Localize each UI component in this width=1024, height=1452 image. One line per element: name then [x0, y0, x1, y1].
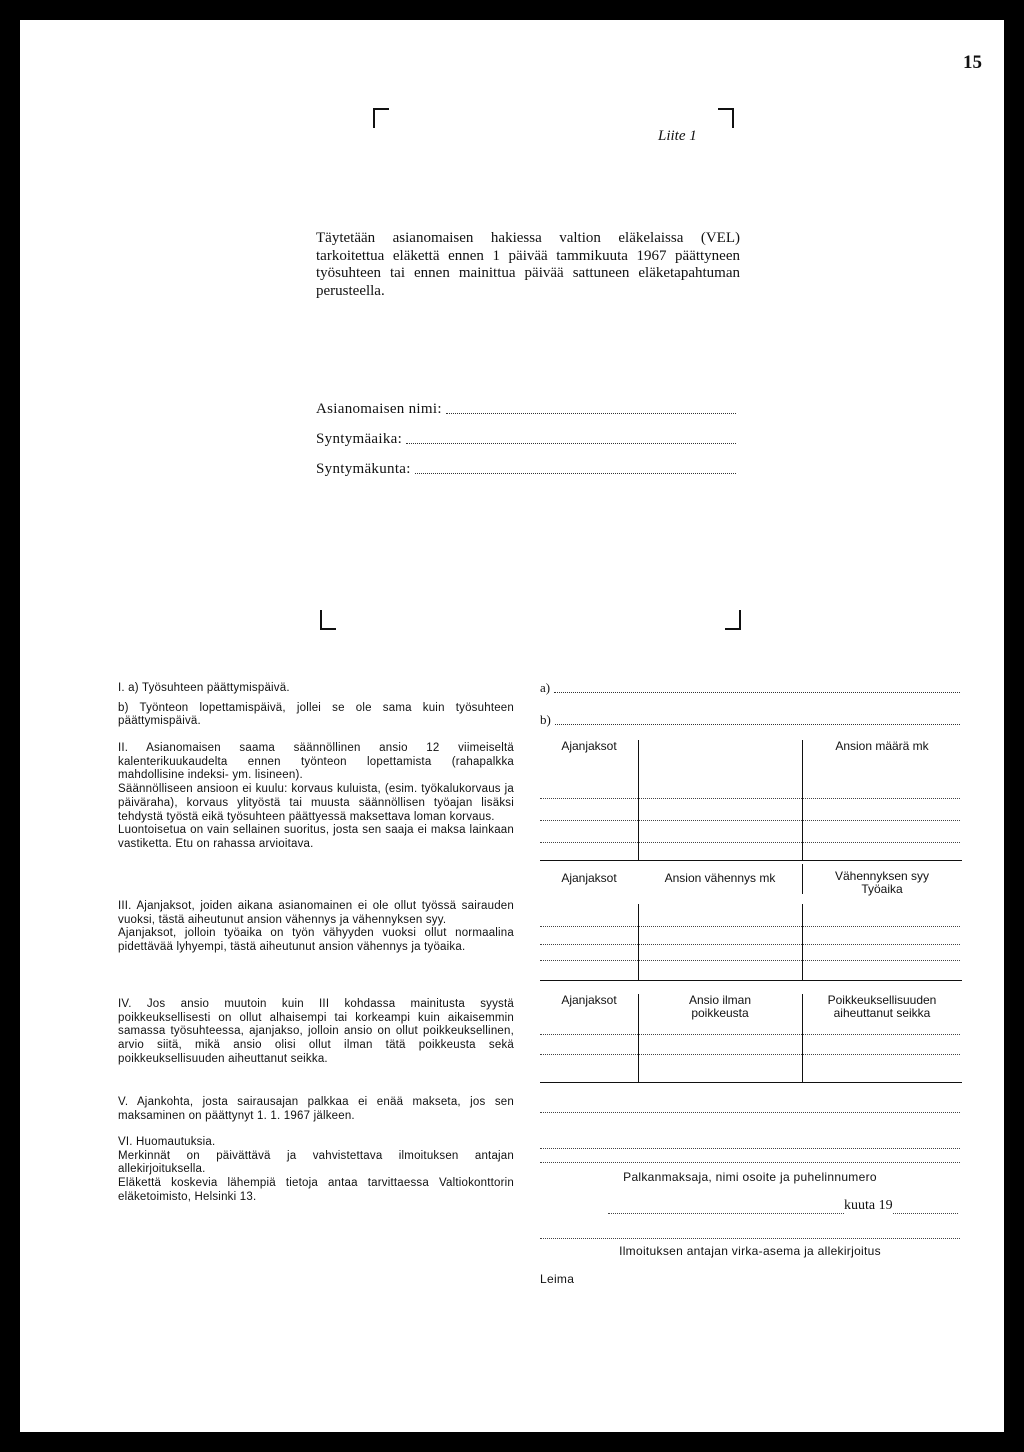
date-field[interactable]: kuuta 19 [608, 1198, 958, 1214]
section-ii-p2: Säännölliseen ansioon ei kuulu: korvaus kuluista, (esim. työkalukorvaus ja päiväraha), korvaus ylityöstä tai muusta säännöllisen työajan lisäksi tehdystä työstä eikä työsuhteen päättyessä maksettava loman korvaus. [118, 783, 514, 823]
table-iii-header-reason: Vähennyksen syy [834, 869, 930, 883]
table-ii-row[interactable] [540, 842, 960, 843]
section-i [118, 682, 514, 729]
section-vi-p2: Eläkettä koskevia lähempiä tietoja antaa tarvittaessa Valtiokonttorin eläketoimisto, Helsinki 13. [118, 1177, 514, 1203]
section-i-a: I. a) Työsuhteen päättymispäivä. [118, 682, 290, 694]
table-iv-header-cause-line2: aiheuttanut seikka [833, 1006, 931, 1020]
table-iv-header-income-line1: Ansio ilman [688, 993, 752, 1007]
table-iv-header-periods: Ajanjaksot [561, 993, 617, 1007]
signer-label: Ilmoituksen antajan virka-asema ja allekirjoitus [619, 1244, 881, 1258]
table-iii-row[interactable] [540, 960, 960, 961]
table-iv-row[interactable] [540, 1054, 960, 1055]
table-section-ii [540, 740, 962, 764]
section-v: V. Ajankohta, josta sairausajan palkkaa ei enää makseta, jos sen maksaminen on päättynyt 1. 1. 1967 jälkeen. [118, 1096, 514, 1122]
table-iii-row[interactable] [540, 926, 960, 927]
answer-b-field[interactable]: b) [540, 712, 960, 728]
section-vi-title: VI. Huomautuksia. [118, 1136, 216, 1148]
section-iii [118, 900, 514, 955]
section-ii-p1: II. Asianomaisen saama säännöllinen ansio 12 viimeiseltä kalenterikuukaudelta ennen työnteon lopettamista (rahapalkka mahdollisine indeksi- ym. lisineen). [118, 742, 514, 782]
section-vi-p1: Merkinnät on päivättävä ja vahvistettava ilmoituksen antajan allekirjoituksella. [118, 1149, 514, 1176]
stamp-label: Leima [540, 1272, 575, 1286]
section-iv-p1: IV. Jos ansio muutoin kuin III kohdassa mainitusta syystä poikkeuksellisesti on ollut alhaisempi tai korkeampi kuin aikaisemmin samassa työsuhteessa, ajanjakso, jolloin ansio on ollut poikkeuksellinen, arvio siitä, mikä ansio olisi ollut ilman tätä poikkeusta sekä poikkeuksellisuuden aiheuttanut seikka. [118, 998, 514, 1065]
table-iii-header-periods: Ajanjaksot [561, 871, 617, 885]
section-v-answer[interactable] [540, 1112, 960, 1113]
employer-label: Palkanmaksaja, nimi osoite ja puhelinnumero [623, 1170, 877, 1184]
section-ii [118, 742, 514, 852]
section-ii-p3: Luontoisetua on vain sellainen suoritus, josta sen saaja ei maksa lainkaan vastiketta. Etu on rahassa arvioitava. [118, 824, 514, 850]
signature-line[interactable] [540, 1238, 960, 1239]
corner-mark-top-right [718, 108, 734, 128]
remarks-line[interactable] [540, 1148, 960, 1149]
table-iv-header-income-line2: poikkeusta [691, 1006, 749, 1020]
table-iv-header-cause-line1: Poikkeuksellisuuden [827, 993, 937, 1007]
page-number: 15 [963, 52, 982, 73]
table-iii-row[interactable] [540, 944, 960, 945]
section-vi [118, 1136, 514, 1205]
table-iii-header-reduction: Ansion vähennys mk [664, 871, 776, 885]
attachment-label: Liite 1 [658, 128, 697, 144]
field-birthdate-label: Syntymäaika: [316, 431, 403, 447]
table-ii-row[interactable] [540, 820, 960, 821]
field-birthplace[interactable] [316, 461, 736, 478]
table-ii-header-periods: Ajanjaksot [561, 739, 617, 753]
table-section-iii [540, 870, 962, 896]
field-birthplace-label: Syntymäkunta: [316, 461, 411, 477]
intro-paragraph: Täytetään asianomaisen hakiessa valtion eläkelaissa (VEL) tarkoitettua eläkettä ennen 1 päivää tammikuuta 1967 päättyneen työsuhteen tai ennen mainittua päivää sattuneen eläketapahtuman perusteella. [316, 230, 740, 299]
section-iii-p2: Ajanjaksot, jolloin työaika on työn vähyyden vuoksi ollut normaalina pidettävää lyhyempi, tästä aiheutunut ansion vähennys ja työaika. [118, 927, 514, 954]
document-page [20, 20, 1004, 1432]
field-name[interactable] [316, 401, 736, 418]
table-iii-header-worktime: Työaika [861, 882, 903, 896]
corner-mark-bottom-left [320, 610, 336, 630]
section-iii-p1: III. Ajanjaksot, joiden aikana asianomainen ei ole ollut työssä sairauden vuoksi, tästä aiheutunut ansion vähennys ja vähennyksen syy. [118, 900, 514, 926]
table-ii-row[interactable] [540, 798, 960, 799]
corner-mark-top-left [373, 108, 389, 128]
section-iv [118, 998, 514, 1067]
table-section-iv [540, 994, 962, 1020]
table-ii-header-amount: Ansion määrä mk [835, 739, 929, 753]
section-i-b: b) Työnteon lopettamispäivä, jollei se ole sama kuin työsuhteen päättymispäivä. [118, 701, 514, 728]
answer-a-field[interactable]: a) [540, 680, 960, 696]
field-name-label: Asianomaisen nimi: [316, 401, 442, 417]
field-birthdate[interactable] [316, 431, 736, 448]
corner-mark-bottom-right [725, 610, 741, 630]
table-iv-row[interactable] [540, 1034, 960, 1035]
employer-line[interactable] [540, 1162, 960, 1163]
